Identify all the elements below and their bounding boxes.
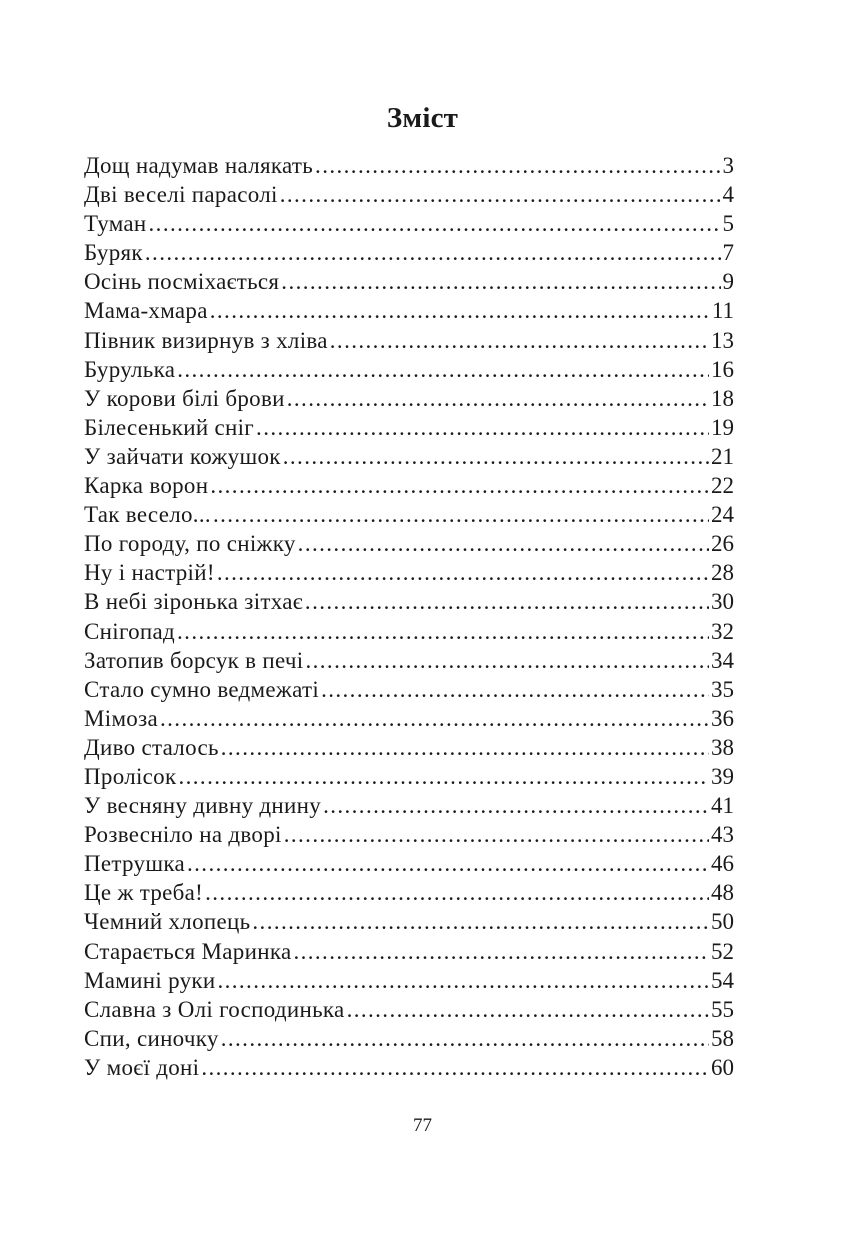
toc-entry-page: 7: [722, 240, 734, 266]
toc-entry-page: 5: [722, 211, 734, 237]
toc-entry: [84, 355, 734, 384]
toc-entry-title: Спи, синочку: [84, 1025, 219, 1051]
toc-entry-page: 9: [722, 269, 734, 295]
toc-entry-title: Затопив борсук в печі: [84, 647, 304, 673]
toc-entry-title: Чемний хлопець: [84, 909, 251, 935]
toc-dot-leader: [221, 733, 709, 762]
toc-entry-title: Ну і настрій!: [84, 560, 215, 586]
toc-dot-leader: [256, 413, 709, 442]
toc-entry: [84, 384, 734, 413]
table-of-contents: [84, 151, 734, 1082]
toc-dot-leader: [160, 704, 709, 733]
toc-entry-title: Пролісок: [84, 763, 177, 789]
toc-dot-leader: [201, 1053, 709, 1082]
toc-entry-title: По городу, по сніжку: [84, 531, 296, 557]
toc-dot-leader: [298, 529, 709, 558]
toc-entry: [84, 675, 734, 704]
toc-entry-title: Мамині руки: [84, 967, 216, 993]
toc-entry: [84, 209, 734, 238]
toc-dot-leader: [293, 937, 709, 966]
page-number: 77: [413, 1115, 432, 1136]
toc-dot-leader: [321, 675, 709, 704]
toc-entry: [84, 1024, 734, 1053]
toc-entry: [84, 500, 734, 529]
toc-entry-page: 22: [711, 473, 734, 499]
toc-entry-title: Дощ надумав налякать: [84, 153, 314, 178]
toc-dot-leader: [284, 820, 709, 849]
toc-entry-page: 50: [711, 909, 734, 935]
toc-entry-title: Туман: [84, 211, 147, 237]
toc-entry: [84, 966, 734, 995]
toc-dot-leader: [187, 849, 709, 878]
toc-entry: [84, 820, 734, 849]
toc-dot-leader: [305, 646, 709, 675]
toc-entry-page: 34: [711, 647, 734, 673]
toc-entry-title: Півник визирнув з хліва: [84, 327, 328, 353]
toc-entry-title: Стало сумно ведмежаті: [84, 676, 320, 702]
toc-entry-page: 21: [711, 443, 734, 469]
toc-entry: [84, 1053, 734, 1082]
toc-dot-leader: [145, 238, 721, 267]
toc-entry-page: 24: [711, 502, 734, 528]
toc-entry: [84, 937, 734, 966]
toc-entry-title: Славна з Олі господинька: [84, 996, 345, 1022]
toc-entry-title: Карка ворон: [84, 473, 209, 499]
toc-entry-title: Мама-хмара: [84, 298, 208, 324]
toc-entry: [84, 267, 734, 296]
toc-dot-leader: [178, 762, 709, 791]
toc-entry-title: Це ж треба!: [84, 880, 204, 906]
toc-entry: [84, 907, 734, 936]
toc-entry: [84, 995, 734, 1024]
toc-entry: [84, 326, 734, 355]
toc-entry-title: У весняну дивну днину: [84, 793, 322, 819]
toc-entry-page: 58: [711, 1025, 734, 1051]
toc-entry-title: У корови білі брови: [84, 385, 285, 411]
toc-entry: [84, 762, 734, 791]
toc-entry-title: Буряк: [84, 240, 143, 266]
toc-entry-title: В небі зіронька зітхає: [84, 589, 303, 615]
toc-entry: [84, 704, 734, 733]
toc-entry-page: 60: [711, 1054, 734, 1080]
toc-entry-title: Дві веселі парасолі: [84, 182, 278, 208]
toc-dot-leader: [210, 471, 709, 500]
toc-entry-page: 4: [722, 182, 734, 208]
toc-dot-leader: [330, 326, 709, 355]
toc-entry-page: 26: [711, 531, 734, 557]
toc-dot-leader: [280, 180, 721, 209]
toc-entry-page: 39: [711, 763, 734, 789]
toc-dot-leader: [213, 500, 709, 529]
toc-entry-title: У моєї доні: [84, 1054, 200, 1080]
toc-entry: [84, 238, 734, 267]
toc-dot-leader: [221, 1024, 709, 1053]
toc-dot-leader: [287, 384, 709, 413]
toc-dot-leader: [205, 878, 709, 907]
toc-entry: [84, 558, 734, 587]
toc-entry-title: Мімоза: [84, 705, 158, 731]
toc-entry: [84, 180, 734, 209]
toc-entry-page: 3: [722, 153, 734, 178]
toc-entry: [84, 413, 734, 442]
toc-entry-page: 28: [711, 560, 734, 586]
toc-entry-title: Снігопад: [84, 618, 176, 644]
toc-dot-leader: [177, 355, 709, 384]
toc-dot-leader: [283, 442, 709, 471]
toc-dot-leader: [323, 791, 709, 820]
toc-entry: [84, 617, 734, 646]
toc-entry-page: 54: [711, 967, 734, 993]
toc-entry-page: 18: [711, 385, 734, 411]
toc-entry-page: 13: [711, 327, 734, 353]
toc-entry-page: 41: [711, 793, 734, 819]
toc-entry-title: У зайчати кожушок: [84, 443, 281, 469]
toc-entry-page: 30: [711, 589, 734, 615]
toc-entry-title: Осінь посміхається: [84, 269, 280, 295]
toc-entry-title: Петрушка: [84, 851, 185, 877]
toc-entry: [84, 733, 734, 762]
toc-entry: [84, 587, 734, 616]
toc-entry-page: 46: [711, 851, 734, 877]
toc-dot-leader: [347, 995, 709, 1024]
toc-entry-page: 48: [711, 880, 734, 906]
toc-dot-leader: [252, 907, 709, 936]
toc-entry-page: 52: [711, 938, 734, 964]
toc-entry: [84, 849, 734, 878]
toc-entry: [84, 646, 734, 675]
toc-dot-leader: [281, 267, 720, 296]
toc-entry-page: 36: [711, 705, 734, 731]
toc-entry-title: Так весело...: [84, 502, 211, 528]
toc-entry: [84, 791, 734, 820]
toc-entry-page: 19: [711, 414, 734, 440]
toc-dot-leader: [210, 296, 710, 325]
toc-dot-leader: [217, 558, 709, 587]
toc-entry-page: 11: [711, 298, 734, 324]
toc-entry-page: 32: [711, 618, 734, 644]
toc-entry-title: Розвесніло на дворі: [84, 822, 282, 848]
toc-dot-leader: [217, 966, 709, 995]
toc-entry: [84, 296, 734, 325]
page-title: Зміст: [386, 102, 459, 134]
toc-dot-leader: [305, 587, 709, 616]
toc-entry-page: 16: [711, 356, 734, 382]
toc-entry: [84, 151, 734, 180]
toc-entry-page: 55: [711, 996, 734, 1022]
toc-entry-page: 35: [711, 676, 734, 702]
toc-entry-page: 38: [711, 734, 734, 760]
toc-entry-page: 43: [711, 822, 734, 848]
toc-entry: [84, 529, 734, 558]
toc-entry-title: Білесенький сніг: [84, 414, 255, 440]
toc-entry: [84, 442, 734, 471]
toc-dot-leader: [177, 617, 709, 646]
toc-entry-title: Бурулька: [84, 356, 176, 382]
toc-entry-title: Старається Маринка: [84, 938, 292, 964]
toc-dot-leader: [149, 209, 721, 238]
toc-dot-leader: [315, 151, 720, 180]
toc-entry-title: Диво сталось: [84, 734, 219, 760]
toc-entry: [84, 471, 734, 500]
toc-entry: [84, 878, 734, 907]
